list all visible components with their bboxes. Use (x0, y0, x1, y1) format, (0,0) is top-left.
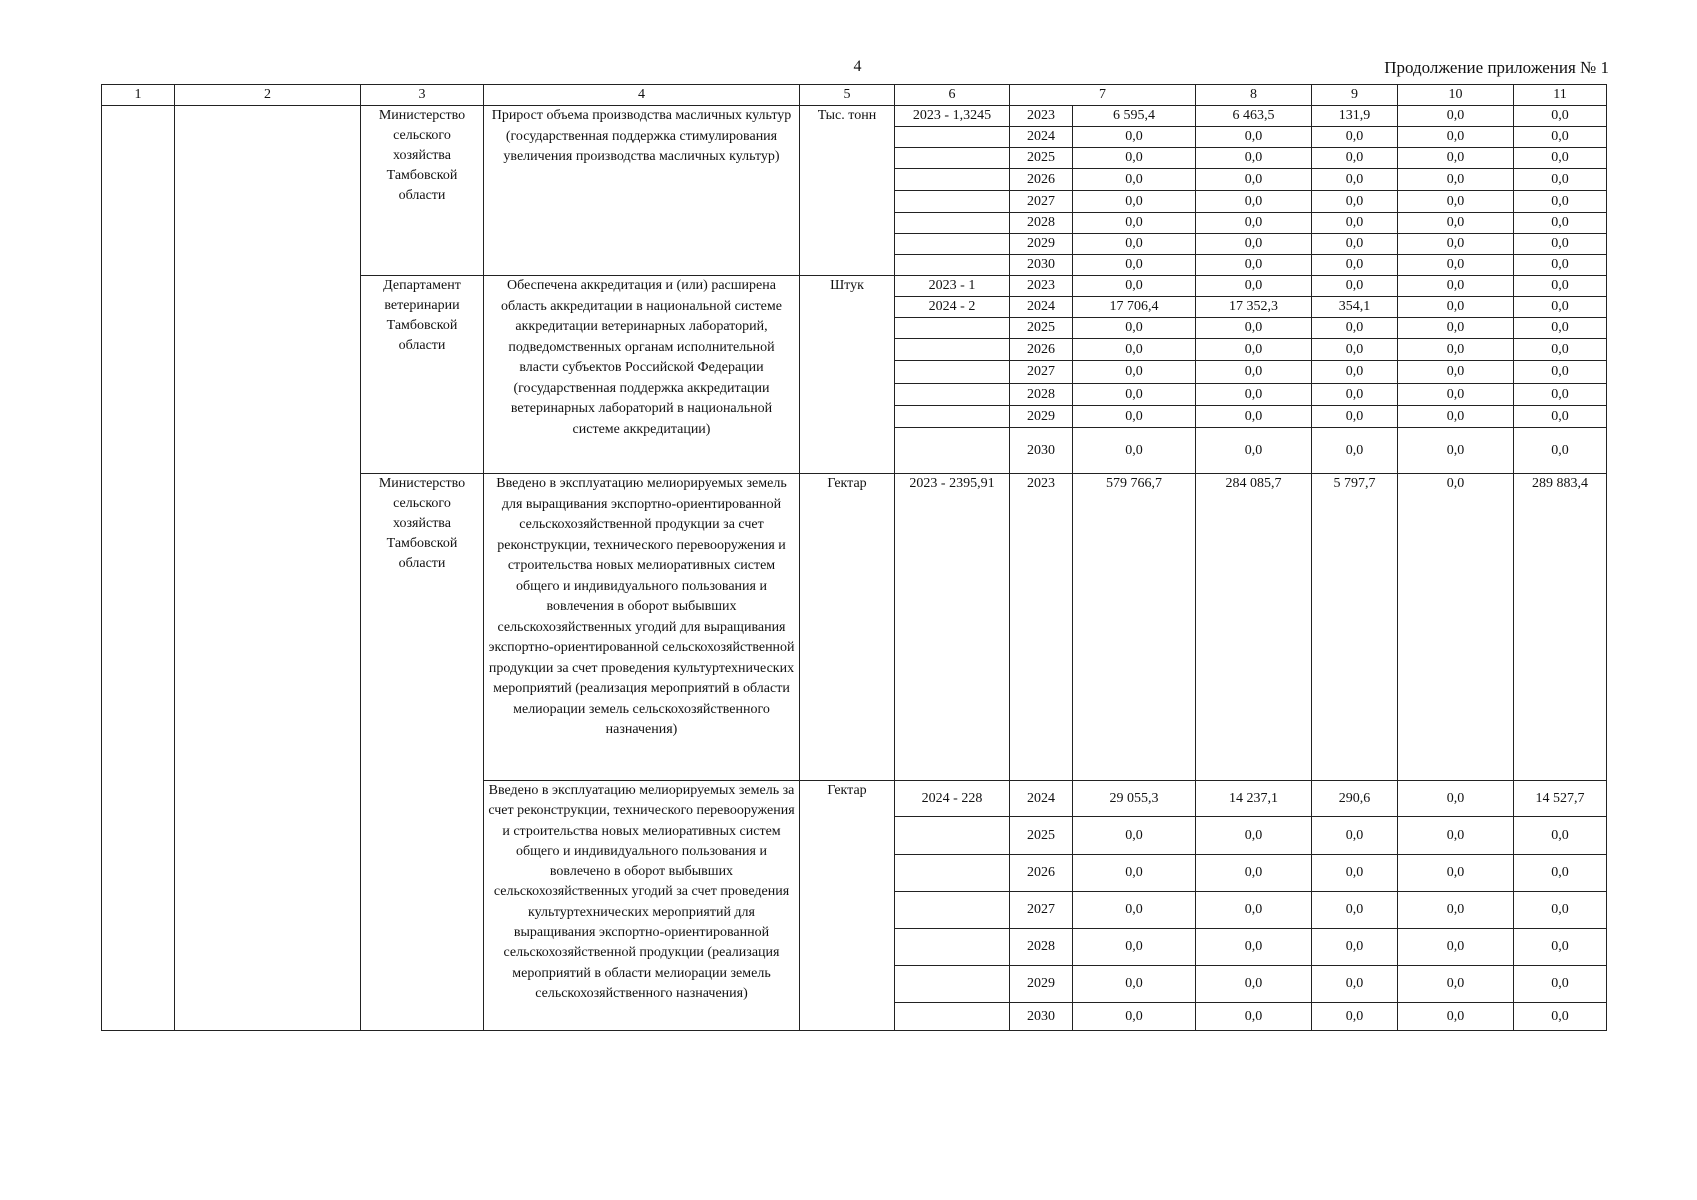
value-cell: 0,0 (1196, 276, 1312, 297)
year-cell: 2026 (1010, 169, 1073, 191)
column-number: 4 (484, 85, 800, 106)
value-cell: 0,0 (1514, 318, 1607, 339)
unit-cell: Тыс. тонн (800, 106, 895, 276)
value-cell: 0,0 (1398, 474, 1514, 781)
value-cell: 0,0 (1312, 276, 1398, 297)
value-cell: 0,0 (1398, 929, 1514, 966)
value-cell: 0,0 (1196, 384, 1312, 406)
value-cell: 0,0 (1073, 929, 1196, 966)
value-cell: 0,0 (1398, 255, 1514, 276)
value-cell: 0,0 (1514, 929, 1607, 966)
value-cell: 0,0 (1312, 855, 1398, 892)
indicator-cell: Введено в эксплуатацию мелиорируемых земель для выращивания экспортно-ориентированной сельскохозяйственной продукции за счет реконструкции, технического перевооружения и строительства новых мелиоративных систем общего и индивидуального пользования и вовлечения в оборот выбывших сельскохозяйственных угодий для выращивания экспортно-ориентированной сельскохозяйственной продукции за счет проведения культуртехнических мероприятий (реализация мероприятий в области мелиорации земель сельскохозяйственного назначения) (484, 474, 800, 781)
year-cell: 2024 (1010, 127, 1073, 148)
value-cell: 0,0 (1514, 384, 1607, 406)
value-cell: 14 527,7 (1514, 781, 1607, 817)
period-cell (895, 428, 1010, 474)
value-cell: 0,0 (1398, 428, 1514, 474)
value-cell: 0,0 (1398, 339, 1514, 361)
year-cell: 2029 (1010, 966, 1073, 1003)
value-cell: 0,0 (1398, 361, 1514, 384)
year-cell: 2030 (1010, 255, 1073, 276)
value-cell: 0,0 (1312, 169, 1398, 191)
value-cell: 0,0 (1312, 361, 1398, 384)
value-cell: 0,0 (1073, 127, 1196, 148)
value-cell: 0,0 (1514, 148, 1607, 169)
period-cell (895, 892, 1010, 929)
value-cell: 0,0 (1073, 234, 1196, 255)
value-cell: 0,0 (1398, 276, 1514, 297)
column-2-cell (175, 106, 361, 1031)
period-cell (895, 339, 1010, 361)
year-cell: 2023 (1010, 106, 1073, 127)
unit-cell: Гектар (800, 781, 895, 1031)
year-cell: 2023 (1010, 276, 1073, 297)
year-cell: 2029 (1010, 406, 1073, 428)
value-cell: 0,0 (1196, 929, 1312, 966)
period-cell (895, 966, 1010, 1003)
value-cell: 289 883,4 (1514, 474, 1607, 781)
value-cell: 0,0 (1514, 855, 1607, 892)
year-cell: 2027 (1010, 191, 1073, 213)
year-cell: 2028 (1010, 213, 1073, 234)
value-cell: 0,0 (1398, 234, 1514, 255)
period-cell (895, 318, 1010, 339)
value-cell: 0,0 (1312, 428, 1398, 474)
value-cell: 0,0 (1312, 191, 1398, 213)
value-cell: 0,0 (1312, 892, 1398, 929)
value-cell: 0,0 (1398, 855, 1514, 892)
value-cell: 0,0 (1312, 234, 1398, 255)
value-cell: 0,0 (1073, 213, 1196, 234)
period-cell (895, 148, 1010, 169)
executor-cell: Министерство сельского хозяйства Тамбовской области (361, 474, 484, 1031)
value-cell: 0,0 (1514, 339, 1607, 361)
value-cell: 0,0 (1073, 384, 1196, 406)
column-number: 9 (1312, 85, 1398, 106)
value-cell: 290,6 (1312, 781, 1398, 817)
value-cell: 0,0 (1073, 966, 1196, 1003)
value-cell: 0,0 (1196, 361, 1312, 384)
value-cell: 0,0 (1514, 213, 1607, 234)
value-cell: 354,1 (1312, 297, 1398, 318)
value-cell: 0,0 (1312, 817, 1398, 855)
period-cell (895, 234, 1010, 255)
value-cell: 0,0 (1312, 318, 1398, 339)
value-cell: 0,0 (1196, 892, 1312, 929)
value-cell: 0,0 (1312, 127, 1398, 148)
value-cell: 0,0 (1312, 406, 1398, 428)
value-cell: 0,0 (1196, 234, 1312, 255)
value-cell: 0,0 (1196, 855, 1312, 892)
value-cell: 0,0 (1196, 428, 1312, 474)
period-cell (895, 255, 1010, 276)
value-cell: 0,0 (1073, 361, 1196, 384)
value-cell: 0,0 (1514, 255, 1607, 276)
column-number: 7 (1010, 85, 1196, 106)
year-cell: 2026 (1010, 855, 1073, 892)
column-1-cell (102, 106, 175, 1031)
value-cell: 0,0 (1196, 339, 1312, 361)
value-cell: 0,0 (1073, 191, 1196, 213)
value-cell: 0,0 (1073, 1003, 1196, 1031)
value-cell: 0,0 (1073, 892, 1196, 929)
page-number: 4 (853, 58, 862, 75)
value-cell: 0,0 (1514, 191, 1607, 213)
value-cell: 0,0 (1514, 127, 1607, 148)
value-cell: 5 797,7 (1312, 474, 1398, 781)
value-cell: 0,0 (1312, 384, 1398, 406)
value-cell: 0,0 (1514, 106, 1607, 127)
indicator-cell: Обеспечена аккредитация и (или) расширена область аккредитации в национальной системе аккредитации ветеринарных лабораторий, подведомственных органам исполнительной власти субъектов Российской Федерации (государственная поддержка аккредитации ветеринарных лабораторий в национальной системе аккредитации) (484, 276, 800, 474)
year-cell: 2024 (1010, 297, 1073, 318)
period-cell: 2024 - 2 (895, 297, 1010, 318)
value-cell: 0,0 (1312, 966, 1398, 1003)
value-cell: 0,0 (1312, 339, 1398, 361)
value-cell: 29 055,3 (1073, 781, 1196, 817)
period-cell (895, 1003, 1010, 1031)
value-cell: 0,0 (1398, 817, 1514, 855)
period-cell (895, 406, 1010, 428)
value-cell: 0,0 (1514, 234, 1607, 255)
value-cell: 0,0 (1398, 169, 1514, 191)
value-cell: 579 766,7 (1073, 474, 1196, 781)
value-cell: 0,0 (1398, 127, 1514, 148)
year-cell: 2030 (1010, 1003, 1073, 1031)
value-cell: 0,0 (1514, 892, 1607, 929)
period-cell (895, 929, 1010, 966)
value-cell: 0,0 (1073, 276, 1196, 297)
column-number: 2 (175, 85, 361, 106)
value-cell: 0,0 (1398, 384, 1514, 406)
value-cell: 0,0 (1398, 213, 1514, 234)
value-cell: 0,0 (1398, 892, 1514, 929)
value-cell: 0,0 (1073, 255, 1196, 276)
period-cell: 2023 - 2395,91 (895, 474, 1010, 781)
year-cell: 2029 (1010, 234, 1073, 255)
period-cell: 2024 - 228 (895, 781, 1010, 817)
value-cell: 0,0 (1398, 966, 1514, 1003)
value-cell: 0,0 (1514, 169, 1607, 191)
value-cell: 0,0 (1196, 406, 1312, 428)
value-cell: 0,0 (1196, 817, 1312, 855)
value-cell: 0,0 (1312, 929, 1398, 966)
value-cell: 0,0 (1073, 339, 1196, 361)
value-cell: 0,0 (1514, 276, 1607, 297)
period-cell (895, 213, 1010, 234)
value-cell: 0,0 (1196, 148, 1312, 169)
value-cell: 0,0 (1312, 255, 1398, 276)
value-cell: 0,0 (1514, 428, 1607, 474)
column-number: 10 (1398, 85, 1514, 106)
year-cell: 2026 (1010, 339, 1073, 361)
executor-cell: Министерство сельского хозяйства Тамбовской области (361, 106, 484, 276)
period-cell (895, 169, 1010, 191)
value-cell: 0,0 (1514, 966, 1607, 1003)
year-cell: 2030 (1010, 428, 1073, 474)
value-cell: 0,0 (1073, 406, 1196, 428)
value-cell: 0,0 (1073, 148, 1196, 169)
period-cell: 2023 - 1,3245 (895, 106, 1010, 127)
value-cell: 0,0 (1514, 361, 1607, 384)
value-cell: 0,0 (1398, 1003, 1514, 1031)
value-cell: 0,0 (1073, 817, 1196, 855)
value-cell: 17 706,4 (1073, 297, 1196, 318)
value-cell: 131,9 (1312, 106, 1398, 127)
value-cell: 0,0 (1073, 855, 1196, 892)
value-cell: 0,0 (1196, 966, 1312, 1003)
column-number-row (102, 85, 1607, 106)
value-cell: 14 237,1 (1196, 781, 1312, 817)
value-cell: 6 463,5 (1196, 106, 1312, 127)
value-cell: 0,0 (1514, 406, 1607, 428)
value-cell: 0,0 (1196, 169, 1312, 191)
value-cell: 0,0 (1398, 318, 1514, 339)
value-cell: 6 595,4 (1073, 106, 1196, 127)
period-cell (895, 817, 1010, 855)
value-cell: 0,0 (1398, 406, 1514, 428)
year-cell: 2027 (1010, 361, 1073, 384)
year-cell: 2028 (1010, 384, 1073, 406)
appendix-table (101, 84, 1607, 1031)
value-cell: 0,0 (1398, 148, 1514, 169)
year-cell: 2025 (1010, 148, 1073, 169)
value-cell: 0,0 (1196, 255, 1312, 276)
indicator-cell: Прирост объема производства масличных культур (государственная поддержка стимулирования увеличения производства масличных культур) (484, 106, 800, 276)
value-cell: 17 352,3 (1196, 297, 1312, 318)
column-number: 3 (361, 85, 484, 106)
value-cell: 0,0 (1312, 213, 1398, 234)
period-cell (895, 855, 1010, 892)
value-cell: 0,0 (1196, 127, 1312, 148)
value-cell: 0,0 (1073, 318, 1196, 339)
value-cell: 0,0 (1514, 1003, 1607, 1031)
period-cell (895, 127, 1010, 148)
value-cell: 0,0 (1398, 781, 1514, 817)
column-number: 11 (1514, 85, 1607, 106)
value-cell: 0,0 (1196, 318, 1312, 339)
value-cell: 0,0 (1073, 169, 1196, 191)
unit-cell: Штук (800, 276, 895, 474)
year-cell: 2024 (1010, 781, 1073, 817)
period-cell: 2023 - 1 (895, 276, 1010, 297)
indicator-cell: Введено в эксплуатацию мелиорируемых земель за счет реконструкции, технического перевооружения и строительства новых мелиоративных систем общего и индивидуального пользования и вовлечено в оборот выбывших сельскохозяйственных угодий за счет проведения культуртехнических мероприятий для выращивания экспортно-ориентированной сельскохозяйственной продукции (реализация мероприятий в области мелиорации земель сельскохозяйственного назначения) (484, 781, 800, 1031)
value-cell: 0,0 (1196, 191, 1312, 213)
value-cell: 0,0 (1398, 106, 1514, 127)
year-cell: 2025 (1010, 817, 1073, 855)
year-cell: 2028 (1010, 929, 1073, 966)
value-cell: 284 085,7 (1196, 474, 1312, 781)
table-row (102, 106, 1607, 127)
column-number: 5 (800, 85, 895, 106)
period-cell (895, 361, 1010, 384)
value-cell: 0,0 (1398, 191, 1514, 213)
year-cell: 2025 (1010, 318, 1073, 339)
value-cell: 0,0 (1514, 297, 1607, 318)
value-cell: 0,0 (1398, 297, 1514, 318)
value-cell: 0,0 (1073, 428, 1196, 474)
executor-cell: Департамент ветеринарии Тамбовской области (361, 276, 484, 474)
value-cell: 0,0 (1312, 1003, 1398, 1031)
year-cell: 2023 (1010, 474, 1073, 781)
column-number: 8 (1196, 85, 1312, 106)
period-cell (895, 191, 1010, 213)
column-number: 1 (102, 85, 175, 106)
value-cell: 0,0 (1514, 817, 1607, 855)
year-cell: 2027 (1010, 892, 1073, 929)
column-number: 6 (895, 85, 1010, 106)
continuation-label: Продолжение приложения № 1 (1384, 58, 1609, 77)
unit-cell: Гектар (800, 474, 895, 781)
value-cell: 0,0 (1196, 1003, 1312, 1031)
period-cell (895, 384, 1010, 406)
value-cell: 0,0 (1312, 148, 1398, 169)
value-cell: 0,0 (1196, 213, 1312, 234)
